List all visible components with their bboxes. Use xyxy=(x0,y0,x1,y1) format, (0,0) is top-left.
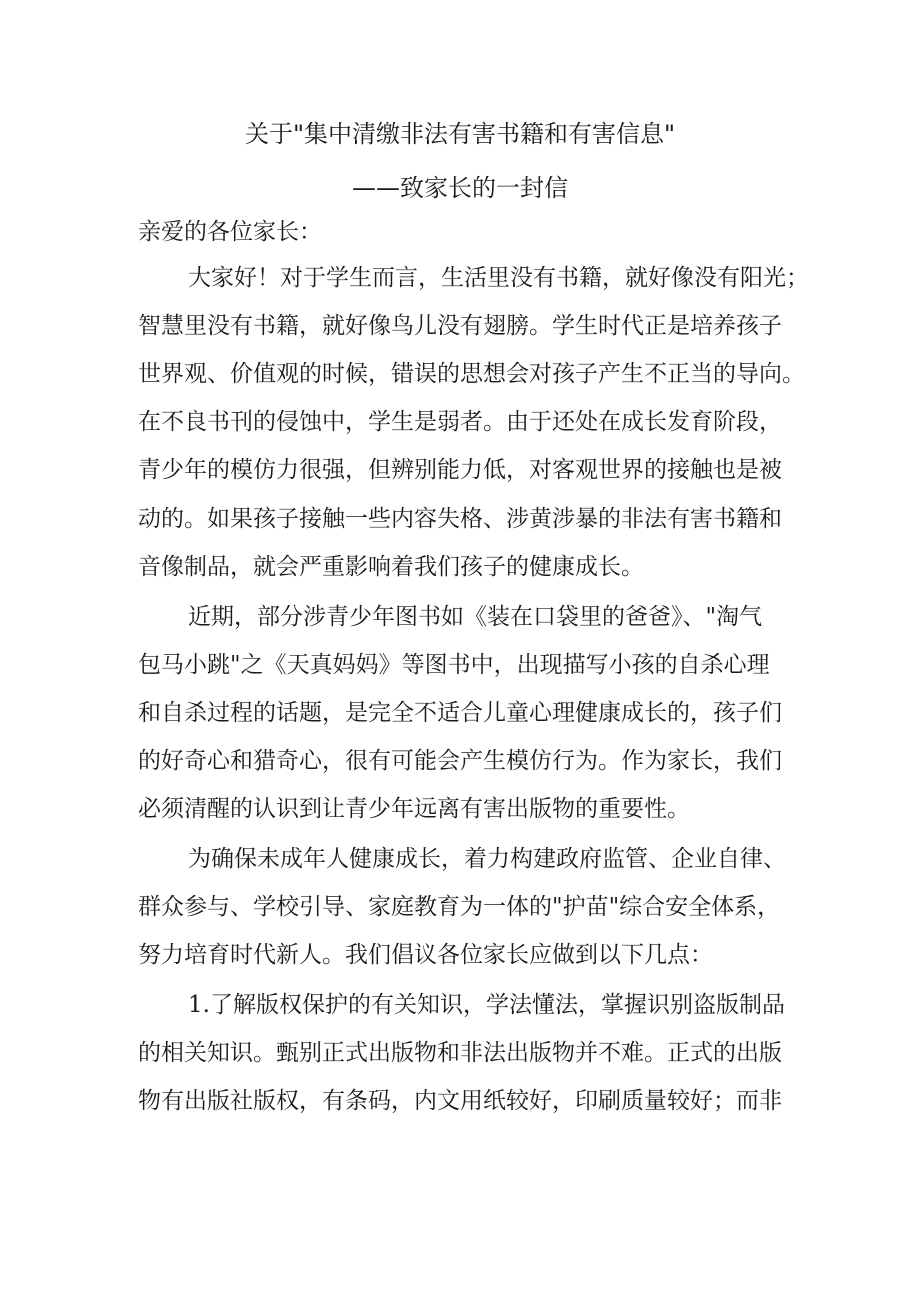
paragraph-line: 音像制品，就会严重影响着我们孩子的健康成长。 xyxy=(138,554,644,580)
paragraph-line: 智慧里没有书籍，就好像鸟儿没有翅膀。学生时代正是培养孩子 xyxy=(138,313,782,339)
paragraph-line: 的相关知识。甄别正式出版物和非法出版物并不难。正式的出版 xyxy=(138,1040,782,1066)
paragraph-line: 1.了解版权保护的有关知识，学法懂法，掌握识别盗版制品 xyxy=(188,992,785,1018)
paragraph-line: 物有出版社版权，有条码，内文用纸较好，印刷质量较好；而非 xyxy=(138,1088,782,1114)
paragraph-line: 的好奇心和猎奇心，很有可能会产生模仿行为。作为家长，我们 xyxy=(138,748,782,774)
paragraph-line: 世界观、价值观的时候，错误的思想会对孩子产生不正当的导向。 xyxy=(138,361,805,387)
document-subtitle: ——致家长的一封信 xyxy=(352,174,568,202)
paragraph-line: 为确保未成年人健康成长，着力构建政府监管、企业自律、 xyxy=(188,846,786,872)
paragraph-line: 必须清醒的认识到让青少年远离有害出版物的重要性。 xyxy=(138,796,690,822)
paragraph-line: 包马小跳"之《天真妈妈》等图书中，出现描写小孩的自杀心理 xyxy=(138,652,770,678)
paragraph-line: 大家好！对于学生而言，生活里没有书籍，就好像没有阳光； xyxy=(188,265,809,291)
paragraph-line: 和自杀过程的话题，是完全不适合儿童心理健康成长的，孩子们 xyxy=(138,700,782,726)
paragraph-line: 近期，部分涉青少年图书如《装在口袋里的爸爸》、"淘气 xyxy=(188,604,763,630)
document-title: 关于"集中清缴非法有害书籍和有害信息" xyxy=(244,120,676,148)
salutation: 亲爱的各位家长： xyxy=(138,219,322,245)
paragraph-line: 青少年的模仿力很强，但辨别能力低，对客观世界的接触也是被 xyxy=(138,457,782,483)
paragraph-line: 努力培育时代新人。我们倡议各位家长应做到以下几点： xyxy=(138,942,713,968)
paragraph-line: 动的。如果孩子接触一些内容失格、涉黄涉暴的非法有害书籍和 xyxy=(138,506,782,532)
paragraph-line: 在不良书刊的侵蚀中，学生是弱者。由于还处在成长发育阶段， xyxy=(138,409,782,435)
paragraph-line: 群众参与、学校引导、家庭教育为一体的"护苗"综合安全体系， xyxy=(138,894,781,920)
